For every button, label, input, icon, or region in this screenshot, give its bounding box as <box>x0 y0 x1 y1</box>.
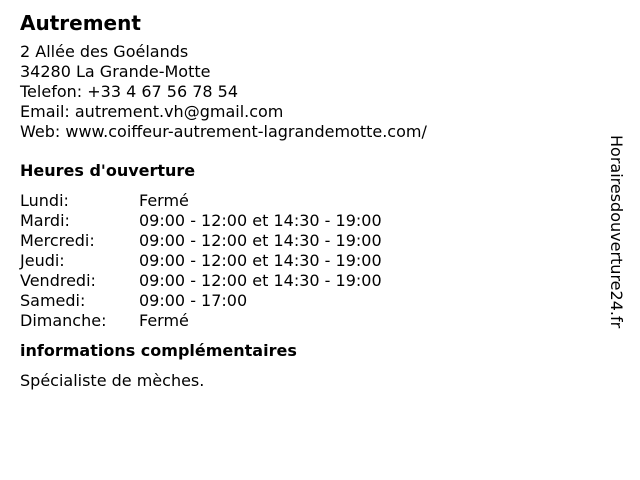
email-line: Email: autrement.vh@gmail.com <box>20 102 284 121</box>
address-line-2: 34280 La Grande-Motte <box>20 62 211 81</box>
hours-row-thursday <box>20 251 600 271</box>
address-line-1: 2 Allée des Goélands <box>20 42 189 61</box>
hours-time: 09:00 - 12:00 et 14:30 - 19:00 <box>139 251 382 270</box>
hours-day: Dimanche: <box>20 311 107 330</box>
hours-time: Fermé <box>139 191 189 210</box>
web-line: Web: www.coiffeur-autrement-lagrandemotte.com/ <box>20 122 427 141</box>
hours-row-saturday <box>20 291 600 311</box>
hours-day: Lundi: <box>20 191 69 210</box>
business-name: Autrement <box>20 11 141 35</box>
hours-day: Mardi: <box>20 211 70 230</box>
hours-day: Jeudi: <box>20 251 65 270</box>
business-card <box>20 10 600 391</box>
hours-time: 09:00 - 12:00 et 14:30 - 19:00 <box>139 271 382 290</box>
info-heading: informations complémentaires <box>20 341 297 360</box>
hours-row-monday <box>20 191 600 211</box>
hours-row-sunday <box>20 311 600 331</box>
hours-time: 09:00 - 17:00 <box>139 291 248 310</box>
info-text: Spécialiste de mèches. <box>20 371 205 390</box>
hours-row-tuesday <box>20 211 600 231</box>
hours-time: 09:00 - 12:00 et 14:30 - 19:00 <box>139 231 382 250</box>
contact-block <box>20 42 600 142</box>
hours-row-wednesday <box>20 231 600 251</box>
hours-table <box>20 191 600 331</box>
hours-time: Fermé <box>139 311 189 330</box>
hours-day: Samedi: <box>20 291 86 310</box>
hours-heading: Heures d'ouverture <box>20 161 196 180</box>
phone-line: Telefon: +33 4 67 56 78 54 <box>20 82 239 101</box>
hours-time: 09:00 - 12:00 et 14:30 - 19:00 <box>139 211 382 230</box>
hours-day: Vendredi: <box>20 271 96 290</box>
watermark-text: Horairesdouverture24.fr <box>607 135 626 329</box>
hours-row-friday <box>20 271 600 291</box>
hours-day: Mercredi: <box>20 231 95 250</box>
